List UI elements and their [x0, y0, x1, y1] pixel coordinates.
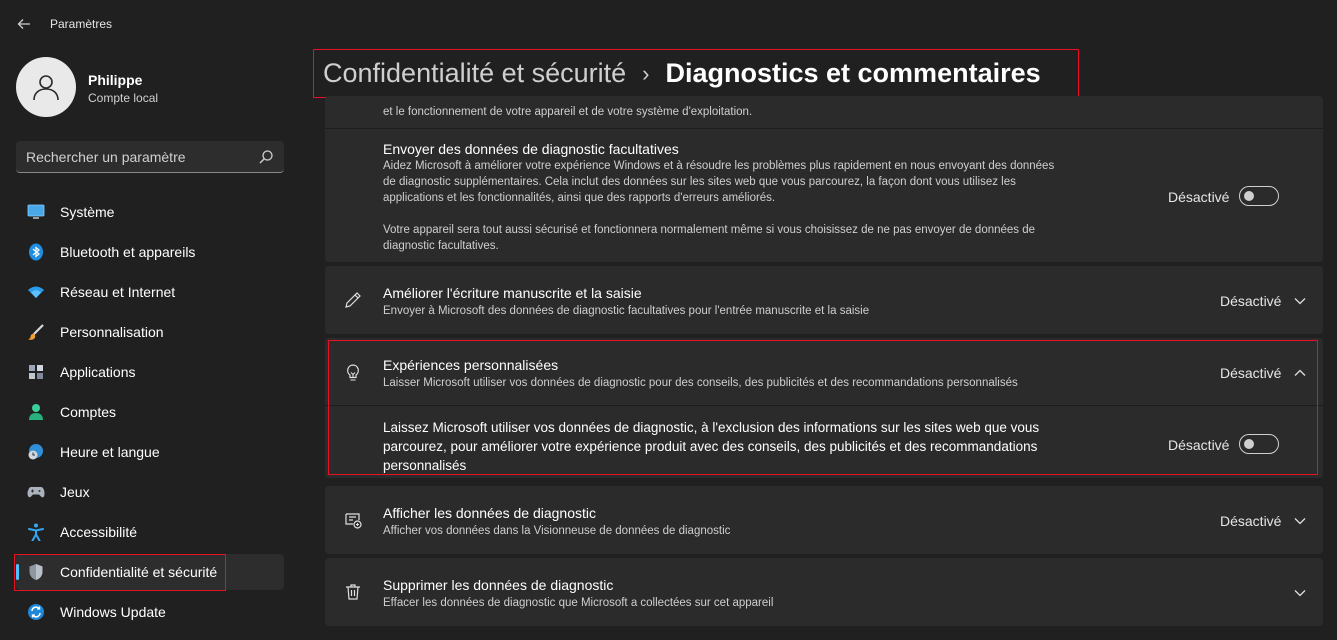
sidebar-item-label: Bluetooth et appareils: [60, 244, 196, 260]
sidebar-item-bluetooth[interactable]: [16, 234, 284, 270]
user-name: Philippe: [88, 72, 143, 88]
title-bar: [0, 0, 300, 48]
sidebar-item-label: Comptes: [60, 404, 117, 420]
tailored-experiences-status: Désactivé: [1220, 365, 1282, 381]
sidebar-item-reseau[interactable]: [16, 274, 284, 310]
search-icon[interactable]: [258, 149, 274, 165]
breadcrumb-parent[interactable]: Confidentialité et sécurité: [323, 58, 627, 88]
delete-diagnostic-title: Supprimer les données de diagnostic: [383, 577, 614, 593]
view-diagnostic-desc: Afficher vos données dans la Visionneuse de données de diagnostic: [383, 525, 731, 537]
sidebar-item-label: Heure et langue: [60, 444, 160, 460]
diagnostic-data-card: [325, 96, 1323, 262]
partial-description: et le fonctionnement de votre appareil et de votre système d'exploitation.: [383, 106, 753, 118]
breadcrumb: [323, 58, 1041, 89]
optional-diagnostic-desc-line: Votre appareil sera tout aussi sécurisé et fonctionnera normalement même si vous choisissez de ne pas envoyer de données de: [383, 224, 1036, 236]
update-icon: [26, 602, 46, 622]
handwriting-desc: Envoyer à Microsoft des données de diagnostic facultatives pour l'entrée manuscrite et la saisie: [383, 305, 870, 317]
sidebar-item-label: Personnalisation: [60, 324, 164, 340]
monitor-icon: [26, 202, 46, 222]
sidebar-item-label: Applications: [60, 364, 136, 380]
wifi-icon: [26, 282, 46, 302]
view-diagnostic-title: Afficher les données de diagnostic: [383, 505, 596, 521]
person-icon: [31, 72, 61, 102]
app-title: Paramètres: [50, 17, 113, 31]
tailored-sub-status: Désactivé: [1168, 437, 1230, 453]
bluetooth-icon: [26, 242, 46, 262]
tailored-experiences-toggle[interactable]: [1239, 434, 1279, 454]
tailored-experiences-card: [325, 338, 1323, 478]
chevron-down-icon[interactable]: [1293, 586, 1307, 600]
page-title: Diagnostics et commentaires: [665, 58, 1041, 88]
user-account-type: Compte local: [88, 91, 159, 105]
search-input[interactable]: [26, 141, 251, 172]
lightbulb-icon: [343, 363, 363, 383]
tailored-sub-desc-line: Laissez Microsoft utiliser vos données de diagnostic, à l'exclusion des informations sur les sites web que vous: [383, 420, 1040, 435]
sidebar-item-label: Jeux: [60, 484, 90, 500]
active-indicator: [16, 564, 19, 580]
divider: [325, 405, 1323, 406]
toggle-knob: [1244, 191, 1254, 201]
optional-diagnostic-toggle[interactable]: [1239, 186, 1279, 206]
shield-icon: [26, 562, 46, 582]
sidebar-item-label: Réseau et Internet: [60, 284, 176, 300]
accessibility-icon: [26, 522, 46, 542]
sidebar-item-windows-update[interactable]: [16, 594, 284, 630]
sidebar-item-accessibilite[interactable]: [16, 514, 284, 550]
sidebar-item-label: Accessibilité: [60, 524, 138, 540]
handwriting-status: Désactivé: [1220, 293, 1282, 309]
tailored-sub-desc-line: personnalisés: [383, 458, 467, 473]
optional-diagnostic-status: Désactivé: [1168, 189, 1230, 205]
sidebar-nav: [16, 194, 284, 634]
sidebar-item-systeme[interactable]: [16, 194, 284, 230]
search-box[interactable]: [16, 141, 284, 173]
sidebar-item-personnalisation[interactable]: [16, 314, 284, 350]
view-diagnostic-card[interactable]: [325, 486, 1323, 554]
trash-icon: [343, 582, 363, 602]
optional-diagnostic-desc-line: diagnostic facultatives.: [383, 240, 499, 252]
tailored-experiences-desc: Laisser Microsoft utiliser vos données de diagnostic pour des conseils, des publicités et des recommandations personnalisés: [383, 377, 1018, 389]
chevron-down-icon[interactable]: [1293, 514, 1307, 528]
sidebar-item-comptes[interactable]: [16, 394, 284, 430]
brush-icon: [26, 322, 46, 342]
delete-diagnostic-card[interactable]: [325, 558, 1323, 626]
back-arrow-icon[interactable]: [14, 14, 34, 34]
breadcrumb-separator: ›: [642, 60, 650, 86]
toggle-knob: [1244, 439, 1254, 449]
pen-icon: [343, 290, 363, 310]
sidebar-item-label: Confidentialité et sécurité: [60, 564, 218, 580]
sidebar-item-jeux[interactable]: [16, 474, 284, 510]
gamepad-icon: [26, 482, 46, 502]
delete-diagnostic-desc: Effacer les données de diagnostic que Microsoft a collectées sur cet appareil: [383, 597, 774, 609]
optional-diagnostic-desc-line: de diagnostic supplémentaires. Cela inclut des données sur les sites web que vous parcourez, la façon dont vous utilisez les: [383, 176, 1016, 188]
globe-clock-icon: [26, 442, 46, 462]
tailored-experiences-title[interactable]: Expériences personnalisées: [383, 357, 559, 373]
optional-diagnostic-desc-line: applications et les fonctionnalités, ainsi que des rapports d'erreurs améliorés.: [383, 192, 776, 204]
sidebar-item-label: Système: [60, 204, 115, 220]
view-diagnostic-status: Désactivé: [1220, 513, 1282, 529]
handwriting-card[interactable]: [325, 266, 1323, 334]
tailored-sub-desc-line: parcourez, pour améliorer votre expérience produit avec des conseils, des publicités et des recommandations: [383, 439, 1038, 454]
optional-diagnostic-title: Envoyer des données de diagnostic facultatives: [383, 141, 679, 157]
sidebar-item-heure-langue[interactable]: [16, 434, 284, 470]
person-icon: [26, 402, 46, 422]
apps-icon: [26, 362, 46, 382]
optional-diagnostic-desc-line: Aidez Microsoft à améliorer votre expérience Windows et à résoudre les problèmes plus rapidement en nous envoyant des données: [383, 160, 1055, 172]
sidebar-item-label: Windows Update: [60, 604, 166, 620]
sidebar-item-confidentialite[interactable]: [16, 554, 284, 590]
diagnostic-viewer-icon: [343, 510, 363, 530]
divider: [325, 128, 1323, 129]
chevron-up-icon[interactable]: [1293, 366, 1307, 380]
avatar[interactable]: [16, 57, 76, 117]
handwriting-title: Améliorer l'écriture manuscrite et la saisie: [383, 285, 642, 301]
sidebar-item-applications[interactable]: [16, 354, 284, 390]
chevron-down-icon[interactable]: [1293, 294, 1307, 308]
